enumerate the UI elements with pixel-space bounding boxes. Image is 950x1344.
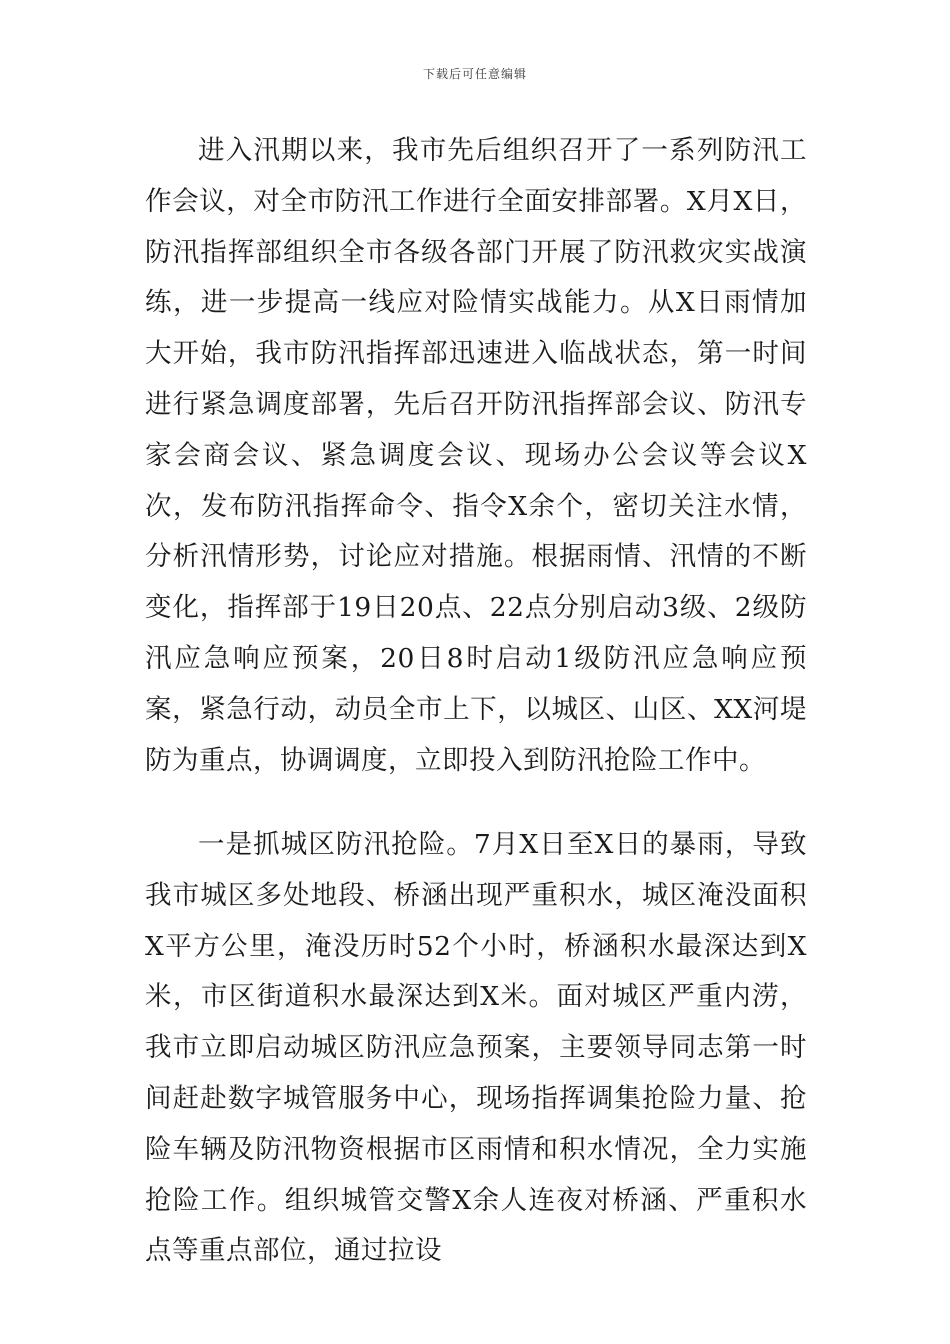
paragraph-text: 一是抓城区防汛抢险。7月X日至X日的暴雨，导致我市城区多处地段、桥涵出现严重积水，城区淹没面积X平方公里，淹没历时52个小时，桥涵积水最深达到X米，市区街道积水最深达到X米。面对城区严重内涝，我市立即启动城区防汛应急预案，主要领导同志第一时间赶赴数字城管服务中心，现场指挥调集抢险力量、抢险车辆及防汛物资根据市区雨情和积水情况，全力实施抢险工作。组织城管交警X余人连夜对桥涵、严重积水点等重点部位，通过拉设 [145, 829, 807, 1267]
document-paragraph-1 [145, 126, 807, 786]
page-header-note: 下载后可任意编辑 [422, 67, 527, 81]
document-paragraph-2 [145, 820, 807, 1277]
paragraph-text: 进入汛期以来，我市先后组织召开了一系列防汛工作会议，对全市防汛工作进行全面安排部署。X月X日，防汛指挥部组织全市各级各部门开展了防汛救灾实战演练，进一步提高一线应对险情实战能力。从X日雨情加大开始，我市防汛指挥部迅速进入临战状态，第一时间进行紧急调度部署，先后召开防汛指挥部会议、防汛专家会商会议、紧急调度会议、现场办公会议等会议X次，发布防汛指挥命令、指令X余个，密切关注水情，分析汛情形势，讨论应对措施。根据雨情、汛情的不断变化，指挥部于19日20点、22点分别启动3级、2级防汛应急响应预案，20日8时启动1级防汛应急响应预案，紧急行动，动员全市上下，以城区、山区、XX河堤防为重点，协调调度，立即投入到防汛抢险工作中。 [145, 135, 807, 776]
